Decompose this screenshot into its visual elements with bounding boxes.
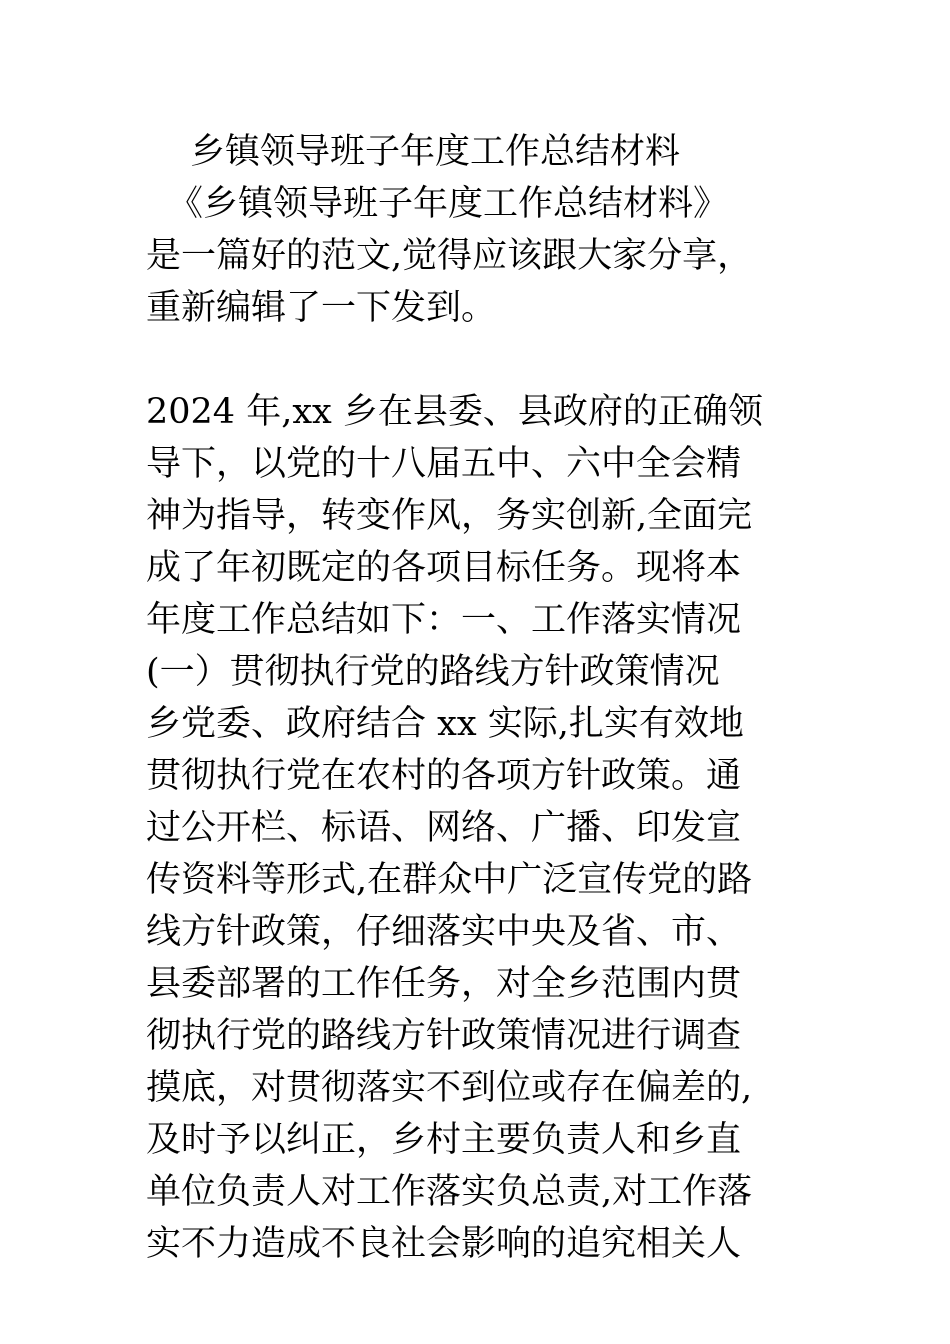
body-line: 贯彻执行党在农村的各项方针政策。通: [146, 756, 742, 796]
intro-line: 重新编辑了一下发到。: [146, 288, 497, 328]
body-line: 神为指导，转变作风，务实创新,全面完: [146, 496, 753, 536]
paragraph-spacer: [146, 334, 811, 386]
document-title: 乡镇领导班子年度工作总结材料: [190, 132, 681, 172]
body-line: 线方针政策，仔细落实中央及省、市、: [146, 912, 742, 952]
body-line: 传资料等形式,在群众中广泛宣传党的路: [146, 860, 753, 900]
body-line: 及时予以纠正，乡村主要负责人和乡直: [146, 1120, 742, 1160]
body-line: 2024 年,xx 乡在县委、县政府的正确领: [146, 392, 763, 432]
intro-line: 《乡镇领导班子年度工作总结材料》: [168, 184, 729, 224]
section-heading-line: (一）贯彻执行党的路线方针政策情况: [146, 652, 720, 692]
body-line: 年度工作总结如下：一、工作落实情况: [146, 600, 742, 640]
body-line: 导下，以党的十八届五中、六中全会精: [146, 444, 742, 484]
document-content: [146, 126, 811, 1270]
body-line: 成了年初既定的各项目标任务。现将本: [146, 548, 742, 588]
body-line: 乡党委、政府结合 xx 实际,扎实有效地: [146, 704, 744, 744]
body-line: 摸底，对贯彻落实不到位或存在偏差的,: [146, 1068, 753, 1108]
body-line: 彻执行党的路线方针政策情况进行调查: [146, 1016, 742, 1056]
intro-line: 是一篇好的范文,觉得应该跟大家分享，: [146, 236, 753, 276]
body-line: 过公开栏、标语、网络、广播、印发宣: [146, 808, 742, 848]
body-line: 实不力造成不良社会影响的追究相关人: [146, 1224, 742, 1264]
body-line: 单位负责人对工作落实负总责,对工作落: [146, 1172, 753, 1212]
body-line: 县委部署的工作任务，对全乡范围内贯: [146, 964, 742, 1004]
